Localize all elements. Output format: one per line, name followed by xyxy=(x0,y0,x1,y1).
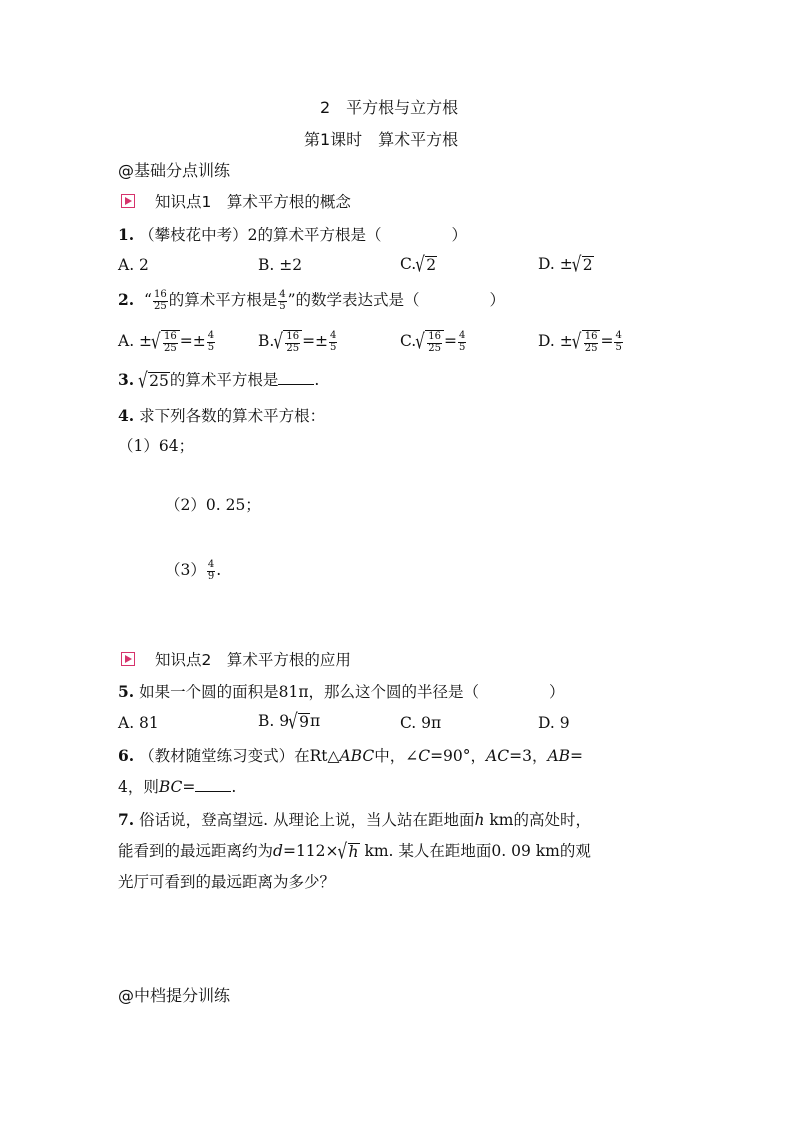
q4-part-3: （3） $\frac{4}{9}$ . xyxy=(165,559,222,582)
section-mid: @中档提分训练 xyxy=(118,986,231,1005)
question-7: 7. 俗话说，登高望远. 从理论上说，当人站在距地面h km的高处时， xyxy=(118,810,591,829)
play-arrow-icon xyxy=(121,194,135,208)
question-7-line3: 光厅可看到的最远距离为多少？ xyxy=(118,873,336,891)
q1-option-d: D. ±√ 2 xyxy=(538,256,594,274)
question-7-line2: 能看到的最远距离约为d=112×√ h km. 某人在距地面0. 09 km的观 xyxy=(118,843,591,861)
q5-option-d: D. 9 xyxy=(538,714,570,732)
question-2: 2. “ $\frac{16}{25}$ 的算术平方根是 $\frac{4}{5}$ ”的数学表达式是（ ） xyxy=(118,289,506,312)
question-3: 3. √ 25的算术平方根是 . xyxy=(118,372,319,390)
question-5: 5. 如果一个圆的面积是81π，那么这个圆的半径是（ ） xyxy=(118,682,565,701)
q5-option-b: B. 9√ 9π xyxy=(258,713,320,731)
q1-option-a: A. 2 xyxy=(118,256,149,274)
q4-part-1: （1）64； xyxy=(118,437,195,455)
question-6-line2: 4，则BC= . xyxy=(118,778,237,796)
section-basic: @基础分点训练 xyxy=(118,161,231,180)
q2-option-c: C. √ $\frac{16}{25}$ = $\frac{4}{5}$ xyxy=(400,330,467,354)
knowledge-point-2: 知识点2 算术平方根的应用 xyxy=(121,652,351,669)
q1-option-c: C.√ 2 xyxy=(400,256,437,274)
knowledge-point-1: 知识点1 算术平方根的概念 xyxy=(121,194,351,211)
answer-blank[interactable] xyxy=(278,372,314,385)
q4-part-2: （2）0. 25； xyxy=(165,496,261,514)
q2-option-d: D. ± √ $\frac{16}{25}$ = $\frac{4}{5}$ xyxy=(538,330,624,354)
page-subtitle: 第1课时 算术平方根 xyxy=(304,130,459,149)
page-title: 2 平方根与立方根 xyxy=(320,98,459,117)
answer-blank[interactable] xyxy=(195,779,231,792)
q1-option-b: B. ±2 xyxy=(258,256,303,274)
play-arrow-icon xyxy=(121,652,135,666)
q2-option-a: A. ± √ $\frac{16}{25}$ =± $\frac{4}{5}$ xyxy=(118,330,216,354)
question-6: 6. （教材随堂练习变式）在Rt△ABC中，∠C=90°，AC=3，AB= xyxy=(118,746,584,765)
question-1: 1. （攀枝花中考）2的算术平方根是（ ） xyxy=(118,225,468,244)
question-4: 4. 求下列各数的算术平方根： xyxy=(118,406,326,425)
q5-option-c: C. 9π xyxy=(400,714,442,732)
q5-option-a: A. 81 xyxy=(118,714,159,732)
q2-option-b: B. √ $\frac{16}{25}$ =± $\frac{4}{5}$ xyxy=(258,330,338,354)
